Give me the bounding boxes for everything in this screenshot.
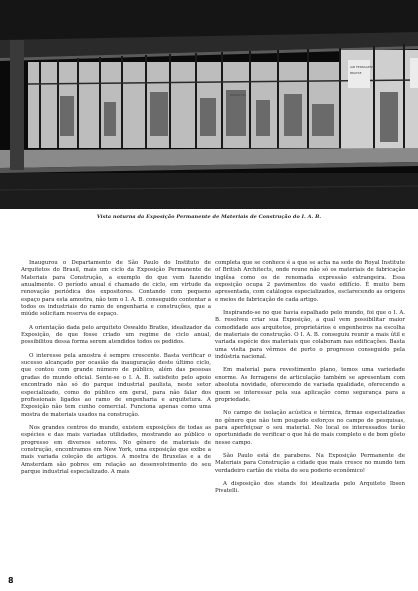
paragraph: O interesse pela amostra é sempre crescente. Basta verificar o sucesso alcançado por ocasião da inauguração deste último ciclo, que contou com grande número de público, além das pessoas gradas do mundo oficial. Sente-se o I. A. B. satisfeito pelo apoio encontrado não só do parque industrial paulista, neste setor especializado, como do público em geral, para não falar dos profissionais ligados ao ramo de engenharia e arquitetura. A Exposição não tem cunho comercial. Funciona apenas como uma mostra de materiais usados na construção.	[21, 352, 211, 418]
paragraph: Em material para revestimento plano, temos uma variedade enorme. As ferragens de articulação também se apresentam com absoluta novidade, oferecendo de variada qualidade, oferecendo a quem se interessar pela sua aplicação como segurança para a propriedade.	[215, 367, 405, 403]
shop-sign-text: DIRIGIDOS	[230, 93, 246, 97]
paragraph: A disposição dos stands foi idealizada pelo Arquiteto Ibsen Pivatelli.	[215, 480, 405, 495]
paragraph: Inspirando-se no que havia espalhado pelo mundo, foi que o I. A. B. resolveu criar sua Exposição, a qual vem possibilitar maior comodidade aos arquitetos, proprietários e engenheiros na escolha de materiais de construção. O I. A. B. conseguiu reunir a mais útil e variada espécie dos materiais que colaboram nas edificações. Basta uma visita para vêrmos de perto o progresso conseguido pela indústria nacional.	[215, 310, 405, 361]
paragraph: Nos grandes centros do mundo, existem exposições de todas as espécies e das mais variadas utilidades, mostrando ao público o progresso em diversos setores. No gênero de materiais de construção, encontramos em New York, uma exposição que exibe a mais variada coleção de artigos. A mostra de Bruxelas e a de Amsterdam são pobres em relação ao desenvolvimento do seu parque industrial especializado. A mais	[21, 424, 211, 475]
night-view-photo	[0, 0, 418, 209]
exhibition-building-image	[0, 0, 418, 209]
paragraph: No campo de isolação acústica e térmica, firmas especializadas no gênero que não tem poupado esforços no campo de pesquisas, para aperfeiçoar o seu material. No local os interessados terão oportunidade de verificar o que há de mais completo e de bom gôsto nesse campo.	[215, 410, 405, 446]
shop-sign-text: BRATKE	[350, 71, 362, 75]
shop-sign-text: IAB FERRAGENS	[350, 65, 374, 69]
article-right-column	[215, 260, 405, 502]
photo-caption: Vista noturna da Exposição Permanente de Materiais de Construção do I. A. B.	[96, 214, 322, 220]
paragraph: Inaugurou o Departamento de São Paulo do Instituto de Arquitetos do Brasil, mais um ciclo da Exposição Permanente de Materiais para Construção, a exemplo do que vem fazendo anualmente. O período anual é chamado de ciclo, em virtude da renovação periódica dos expositores. Contando com pequeno espaço para esta amostra, não tem o I. A. B. conseguido contentar a todos os industriais do ramo de engenharia e construções, que a miúde solicitam reserva de espaço.	[21, 260, 211, 318]
page-number: 8	[8, 576, 14, 585]
paragraph: A orientação dada pelo arquiteto Oswaldo Bratke, idealizador da Exposição, de que fosse criado um regime de ciclo anual, possibilitou dessa forma serem atendidos todos os pedidos.	[21, 324, 211, 346]
paragraph: São Paulo está de parabens. Na Exposição Permanente de Materiais para Construção a cidade que mais cresce no mundo tem verdadeiro cartão de visita do seu poderio econômico!	[215, 452, 405, 474]
article-left-column	[21, 260, 211, 482]
paragraph: completa que se conhece é a que se acha na sede do Royal Institute of British Architects, onde reune não só os materiais de fabricação inglêsa como os de renomada expressão extrangeira. Essa exposição ocupa 2 pavimentos do vasto edifício. É muito bem apresentada, com catálogos especializados, esclarecendo as origens e meios de fabricação de cada artigo.	[215, 260, 405, 303]
